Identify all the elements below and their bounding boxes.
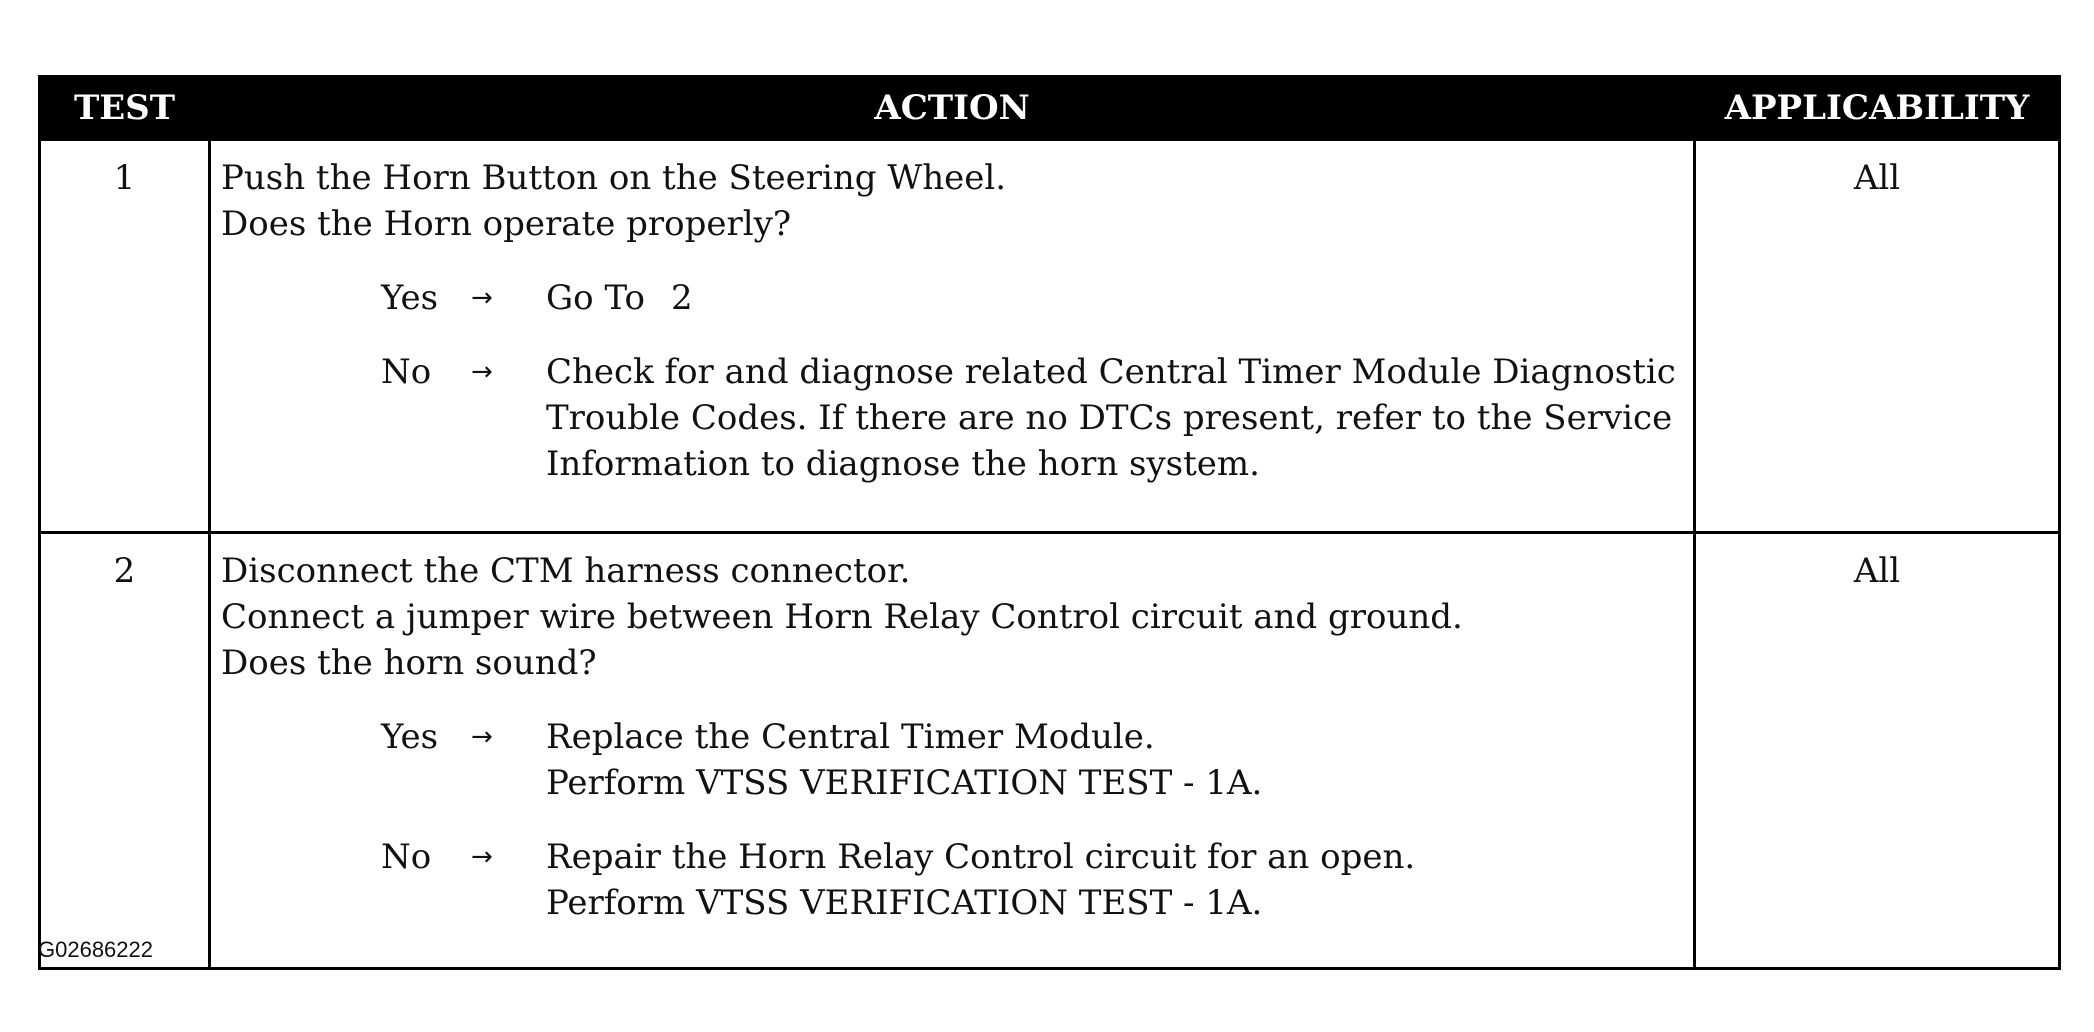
action-step: Connect a jumper wire between Horn Relay Control circuit and ground. xyxy=(221,597,1463,637)
right-arrow-icon: → xyxy=(471,283,493,313)
table-header-row xyxy=(40,77,2060,140)
applicability-value: All xyxy=(1695,140,2060,533)
yes-label: Yes xyxy=(381,278,439,318)
no-result xyxy=(546,349,1683,487)
figure-id: G02686222 xyxy=(38,937,153,962)
no-label: No xyxy=(381,352,432,392)
no-result xyxy=(546,834,1683,926)
no-result-line: Perform VTSS VERIFICATION TEST - 1A. xyxy=(546,883,1263,923)
action-cell xyxy=(210,533,1695,969)
action-step: Disconnect the CTM harness connector. xyxy=(221,551,911,591)
table-row-test-2 xyxy=(40,533,2060,969)
test-number: 1 xyxy=(40,140,210,533)
no-outcome xyxy=(221,349,1683,487)
applicability-column-header: APPLICABILITY xyxy=(1695,77,2060,140)
yes-result-line: Replace the Central Timer Module. xyxy=(546,717,1155,757)
no-label: No xyxy=(381,837,432,877)
yes-label: Yes xyxy=(381,717,439,757)
yes-result xyxy=(546,275,1683,321)
yes-outcome xyxy=(221,714,1683,806)
goto-text: Go To xyxy=(546,278,645,318)
right-arrow-icon: → xyxy=(471,722,493,752)
action-question: Does the horn sound? xyxy=(221,643,597,683)
right-arrow-icon: → xyxy=(471,357,493,387)
yes-outcome xyxy=(221,275,1683,321)
yes-result-line: Perform VTSS VERIFICATION TEST - 1A. xyxy=(546,763,1263,803)
yes-result xyxy=(546,714,1683,806)
action-cell xyxy=(210,140,1695,533)
test-number: 2 xyxy=(40,533,210,969)
no-outcome xyxy=(221,834,1683,926)
applicability-value: All xyxy=(1695,533,2060,969)
goto-test-link[interactable]: 2 xyxy=(670,278,693,318)
no-result-line: Check for and diagnose related Central Timer Module Diagnostic xyxy=(546,352,1676,392)
diagnostic-test-table xyxy=(38,75,2061,970)
action-column-header: ACTION xyxy=(210,77,1695,140)
no-result-line: Repair the Horn Relay Control circuit for an open. xyxy=(546,837,1416,877)
action-question: Does the Horn operate properly? xyxy=(221,204,792,244)
right-arrow-icon: → xyxy=(471,842,493,872)
no-result-line: Trouble Codes. If there are no DTCs present, refer to the Service xyxy=(546,398,1673,438)
no-result-line: Information to diagnose the horn system. xyxy=(546,444,1260,484)
table-row-test-1 xyxy=(40,140,2060,533)
test-column-header: TEST xyxy=(40,77,210,140)
action-step: Push the Horn Button on the Steering Wheel. xyxy=(221,158,1007,198)
